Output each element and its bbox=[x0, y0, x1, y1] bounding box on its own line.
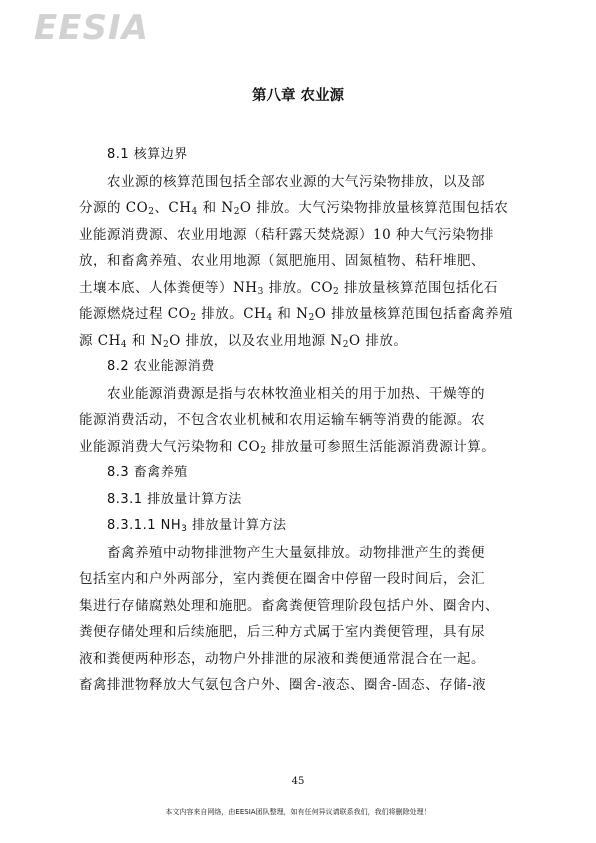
text-span: 源 CH bbox=[79, 332, 121, 349]
section-heading-8-3: 8.3 畜禽养殖 bbox=[107, 465, 188, 480]
paragraph-line: 包括室内和户外两部分，室内粪便在圈舍中停留一段时间后，会汇 bbox=[79, 571, 485, 587]
subscript: 2 bbox=[190, 313, 197, 323]
subscript: 2 bbox=[333, 286, 340, 297]
subscript: 2 bbox=[163, 339, 170, 350]
paragraph-line: 畜禽养殖中动物排泄物产生大量氨排放。动物排泄产生的粪便 bbox=[107, 544, 485, 561]
paragraph-line: 畜禽排泄物释放大气氨包含户外、圈舍-液态、圈舍-固态、存储-液 bbox=[79, 677, 487, 693]
paragraph-line: 液和粪便两种形态，动物户外排泄的尿液和粪便通常混合在一起。 bbox=[79, 650, 485, 667]
paragraph-line: 业能源消费源、农业用地源（秸秆露天焚烧源）10 种大气污染物排 bbox=[79, 226, 494, 243]
chapter-title: 第八章 农业源 bbox=[251, 88, 345, 104]
paragraph-line bbox=[79, 195, 519, 222]
eesia-logo: EESIA bbox=[34, 8, 149, 48]
paragraph-line: 农业源的核算范围包括全部农业源的大气污染物排放，以及部 bbox=[107, 173, 485, 190]
text-span: O 排放。 bbox=[348, 332, 408, 349]
paragraph-line bbox=[79, 434, 519, 461]
subscript: 2 bbox=[148, 207, 155, 217]
text-span: 、CH bbox=[154, 200, 192, 216]
section-heading-8-3-1: 8.3.1 排放量计算方法 bbox=[107, 491, 242, 507]
subscript: 4 bbox=[266, 313, 273, 323]
subscript: 4 bbox=[191, 207, 198, 217]
section-heading-8-1: 8.1 核算边界 bbox=[107, 147, 188, 162]
text-span: 排放量计算方法 bbox=[187, 518, 287, 533]
paragraph-line bbox=[79, 301, 519, 328]
subscript: 2 bbox=[233, 207, 240, 217]
text-span: 分源的 CO bbox=[79, 200, 149, 216]
section-heading-8-2: 8.2 农业能源消费 bbox=[107, 359, 215, 374]
paragraph-line: 粪便存储处理和后续施肥，后三种方式属于室内粪便管理，具有尿 bbox=[79, 624, 485, 640]
paragraph-line: 能源消费活动，不包含农业机械和农用运输车辆等消费的能源。农 bbox=[79, 412, 485, 428]
text-span: 8.3.1.1 NH bbox=[107, 518, 182, 533]
paragraph-line: 集进行存储腐熟处理和施肥。畜禽粪便管理阶段包括户外、圈舍内、 bbox=[79, 597, 499, 614]
text-span: O 排放。大气污染物排放量核算范围包括农 bbox=[239, 200, 509, 216]
paragraph-line bbox=[79, 275, 519, 302]
text-span: 能源燃烧过程 CO bbox=[79, 306, 191, 322]
text-span: 排放。CO bbox=[263, 279, 334, 296]
section-heading-8-3-1-1 bbox=[79, 513, 519, 540]
text-span: 排放量核算范围包括化石 bbox=[339, 279, 499, 296]
paragraph-line bbox=[79, 328, 519, 355]
subscript: 2 bbox=[342, 339, 349, 350]
text-span: 和 N bbox=[127, 332, 164, 349]
subscript: 4 bbox=[120, 339, 128, 350]
subscript: 2 bbox=[260, 445, 267, 456]
subscript: 3 bbox=[181, 524, 188, 534]
text-span: 和 N bbox=[197, 200, 234, 216]
text-span: 土壤本底、人体粪便等）NH bbox=[79, 279, 258, 296]
subscript: 3 bbox=[257, 286, 264, 297]
text-span: 排放量可参照生活能源消费源计算。 bbox=[266, 438, 496, 455]
subscript: 2 bbox=[308, 313, 315, 323]
document-body bbox=[79, 142, 519, 699]
text-span: 和 N bbox=[272, 306, 309, 322]
text-span: O 排放，以及农业用地源 N bbox=[169, 332, 343, 349]
page-number: 45 bbox=[291, 776, 305, 787]
footer-notice: 本文内容来自网络，由EESIA团队整理，如有任何异议请联系我们，我们将删除处理！ bbox=[165, 808, 431, 816]
text-span: O 排放量核算范围包括畜禽养殖 bbox=[314, 306, 514, 322]
text-span: 业能源消费大气污染物和 CO bbox=[79, 438, 261, 455]
paragraph-line: 农业能源消费源是指与农林牧渔业相关的用于加热、干燥等的 bbox=[107, 385, 485, 402]
paragraph-line: 放，和畜禽养殖、农业用地源（氮肥施用、固氮植物、秸秆堆肥、 bbox=[79, 253, 485, 269]
text-span: 排放。CH bbox=[196, 306, 267, 322]
